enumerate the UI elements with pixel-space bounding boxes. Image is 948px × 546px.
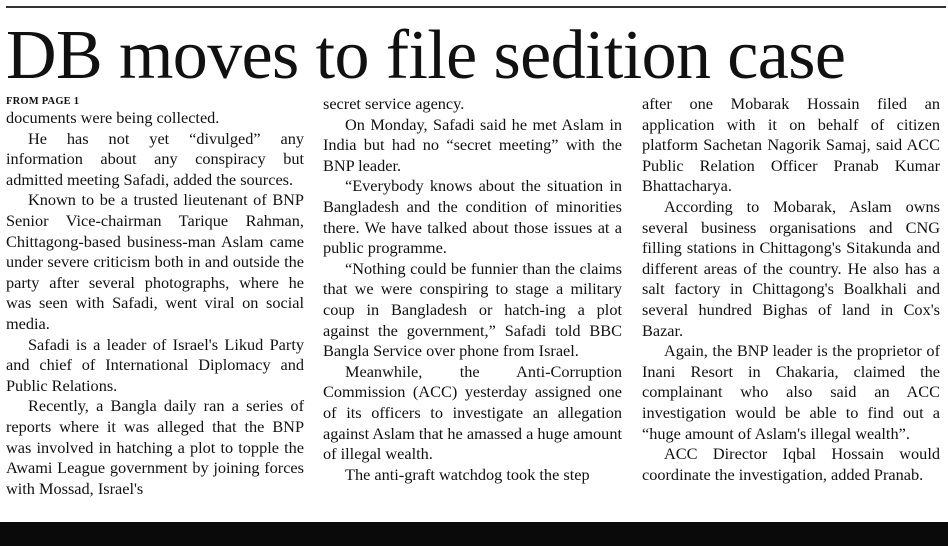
paragraph: Again, the BNP leader is the proprietor of Inani Resort in Chakaria, claimed the complainant who also said an ACC investigation would be able to find out a “huge amount of Aslam's illegal wealth”. — [642, 341, 940, 443]
paragraph: According to Mobarak, Aslam owns several business organisations and CNG filling stations in Chittagong's Sitakunda and different areas of the country. He also has a salt factory in Chittagong's Boalkhali and several hundred Bighas of land in Cox's Bazar. — [642, 196, 940, 340]
article-column-2 — [323, 94, 622, 485]
paragraph: “Everybody knows about the situation in Bangladesh and the condition of minorities there. We have talked about those issues at a public programme. — [323, 176, 622, 258]
paragraph: ACC Director Iqbal Hossain would coordinate the investigation, added Pranab. — [642, 444, 940, 484]
continuation-label: FROM PAGE 1 — [6, 96, 80, 107]
paragraph: after one Mobarak Hossain filed an application with it on behalf of citizen platform Sachetan Nagorik Samaj, said ACC Public Relation Officer Pranab Kumar Bhattacharya. — [642, 94, 940, 196]
top-rule — [6, 6, 946, 8]
paragraph: secret service agency. — [323, 94, 465, 113]
paragraph: Recently, a Bangla daily ran a series of reports where it was alleged that the BNP was involved in hatching a plot to topple the Awami League government by joining forces with Mossad, Israel's — [6, 396, 304, 498]
paragraph: Safadi is a leader of Israel's Likud Party and chief of International Diplomacy and Public Relations. — [6, 334, 304, 395]
paragraph: “Nothing could be funnier than the claims that we were conspiring to stage a military coup in Bangladesh or hatch-ing a plot against the government,” Safadi told BBC Bangla Service over phone from Israel. — [323, 258, 622, 361]
bottom-border — [0, 522, 948, 546]
article-column-1 — [6, 94, 304, 499]
paragraph: Known to be a trusted lieutenant of BNP Senior Vice-chairman Tarique Rahman, Chittagong-based business-man Aslam came under severe criticism both in and outside the party after several photographs, where he was seen with Safadi, went viral on social media. — [6, 190, 304, 333]
article-column-3 — [642, 94, 940, 485]
paragraph: He has not yet “divulged” any information about any conspiracy but admitted meeting Safadi, added the sources. — [6, 128, 304, 189]
paragraph: Meanwhile, the Anti-Corruption Commission (ACC) yesterday assigned one of its officers to investigate an allegation against Aslam that he amassed a huge amount of illegal wealth. — [323, 361, 622, 464]
headline: DB moves to file sedition case — [6, 17, 846, 94]
paragraph: On Monday, Safadi said he met Aslam in India but had no “secret meeting” with the BNP leader. — [323, 114, 622, 175]
paragraph: documents were being collected. — [6, 108, 220, 127]
paragraph: The anti-graft watchdog took the step — [345, 464, 590, 484]
